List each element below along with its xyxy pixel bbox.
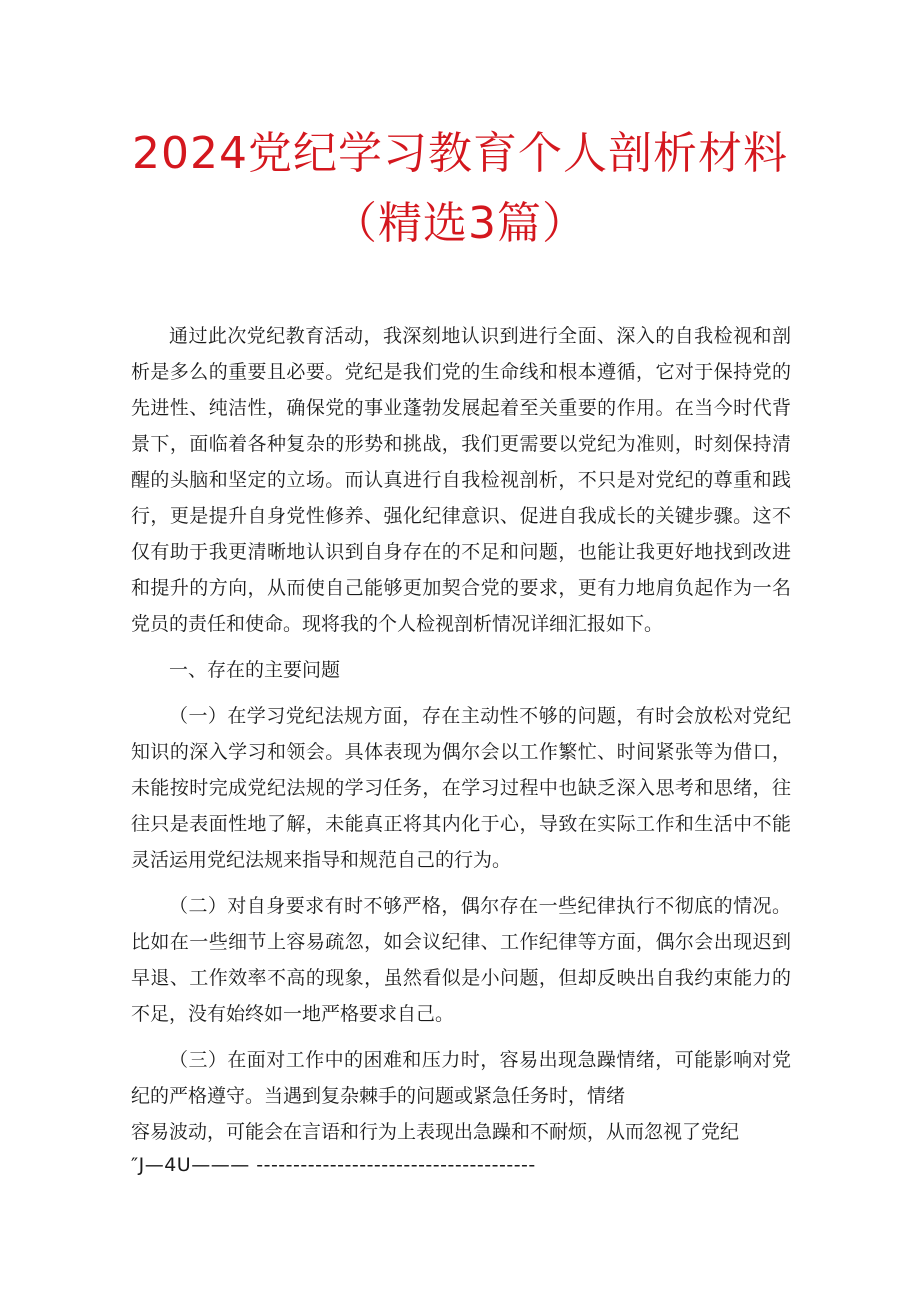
document-title: 2024党纪学习教育个人剖析材料	[132, 128, 788, 179]
problem-item-3-line2: 容易波动，可能会在言语和行为上表现出急躁和不耐烦，从而忽视了党纪	[131, 1121, 740, 1143]
section-heading: 一、存在的主要问题	[169, 659, 341, 681]
intro-paragraph: 通过此次党纪教育活动，我深刻地认识到进行全面、深入的自我检视和剖析是多么的重要且必要。党纪是我们党的生命线和根本遵循，它对于保持党的先进性、纯洁性，确保党的事业蓬勃发展起着至关重要的作用。在当今时代背景下，面临着各种复杂的形势和挑战，我们更需要以党纪为准则，时刻保持清醒的头脑和坚定的立场。而认真进行自我检视剖析，不只是对党纪的尊重和践行，更是提升自身党性修养、强化纪律意识、促进自我成长的关键步骤。这不仅有助于我更清晰地认识到自身存在的不足和问题，也能让我更好地找到改进和提升的方向，从而使自己能够更加契合党的要求，更有力地肩负起作为一名党员的责任和使命。现将我的个人检视剖析情况详细汇报如下。	[131, 325, 791, 635]
document-subtitle: （精选3篇）	[333, 198, 587, 249]
document-body	[131, 318, 791, 1180]
garbled-scan-line: ″J—4U——— --------------------------------------	[131, 1154, 536, 1176]
problem-item-3	[131, 1042, 791, 1180]
problem-item-3-line1: （三）在面对工作中的困难和压力时，容易出现急躁情绪，可能影响对党纪的严格遵守。当遇到复杂棘手的问题或紧急任务时，情绪	[131, 1049, 791, 1107]
problem-item-1: （一）在学习党纪法规方面，存在主动性不够的问题，有时会放松对党纪知识的深入学习和领会。具体表现为偶尔会以工作繁忙、时间紧张等为借口，未能按时完成党纪法规的学习任务，在学习过程中也缺乏深入思考和思绪，往往只是表面性地了解，未能真正将其内化于心，导致在实际工作和生活中不能灵活运用党纪法规来指导和规范自己的行为。	[131, 705, 791, 871]
problem-item-2: （二）对自身要求有时不够严格，偶尔存在一些纪律执行不彻底的情况。比如在一些细节上容易疏忽，如会议纪律、工作纪律等方面，偶尔会出现迟到早退、工作效率不高的现象，虽然看似是小问题，但却反映出自我约束能力的不足，没有始终如一地严格要求自己。	[131, 895, 791, 1025]
